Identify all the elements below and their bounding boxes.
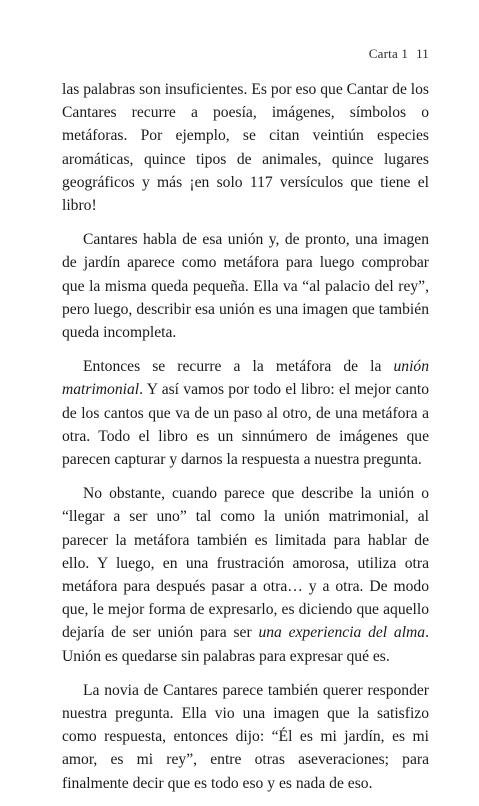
italic-phrase: unión matrimonial [62, 358, 429, 399]
paragraph-3 [62, 355, 429, 471]
paragraph-text: . Unión es quedarse sin palabras para expresar qué es. [62, 624, 429, 665]
italic-phrase: una experiencia del alma [258, 624, 426, 642]
running-header [369, 46, 429, 62]
paragraph-text: las palabras son insuficientes. Es por eso que Cantar de los Cantares recurre a poesía, imágenes, símbolos o metáforas. Por ejemplo, se citan veintiún especies aromáticas, quince tipos de animales, quince lugares geográficos y más ¡en solo 117 versículos que tiene el libro! [62, 81, 429, 215]
page-number: 11 [416, 46, 429, 61]
paragraph-text: Cantares habla de esa unión y, de pronto, una imagen de jardín aparece como metáfora para luego comprobar que la misma queda pequeña. Ella va “al palacio del rey”, pero luego, describir esa unión es una imagen que también queda incompleta. [62, 231, 429, 342]
paragraph-2 [62, 228, 429, 344]
paragraph-5 [62, 679, 429, 795]
body-text [62, 78, 429, 806]
paragraph-text: Entonces se recurre a la metáfora de la [83, 358, 394, 376]
paragraph-text: . Y así vamos por todo el libro: el mejor canto de los cantos que va de un paso al otro, de una metáfora a otra. Todo el libro es un sinnúmero de imágenes que parecen capturar y darnos la respuesta a nuestra pregunta. [62, 381, 429, 469]
chapter-title: Carta 1 [368, 46, 409, 61]
paragraph-1 [62, 78, 429, 217]
paragraph-4 [62, 482, 429, 668]
paragraph-text: La novia de Cantares parece también querer responder nuestra pregunta. Ella vio una imagen que la satisfizo como respuesta, entonces dijo: “Él es mi jardín, es mi amor, es mi rey”, entre otras aseveraciones; para finalmente decir que es todo eso y es nada de eso. [62, 681, 429, 792]
paragraph-text: No obstante, cuando parece que describe la unión o “llegar a ser uno” tal como la unión matrimonial, al parecer la metáfora también es limitada para hablar de ello. Y luego, en una frustración amorosa, utiliza otra metáfora para después pasar a otra… y a otra. De modo que, le mejor forma de expresarlo, es diciendo que aquello dejaría de ser unión para ser [62, 485, 429, 642]
